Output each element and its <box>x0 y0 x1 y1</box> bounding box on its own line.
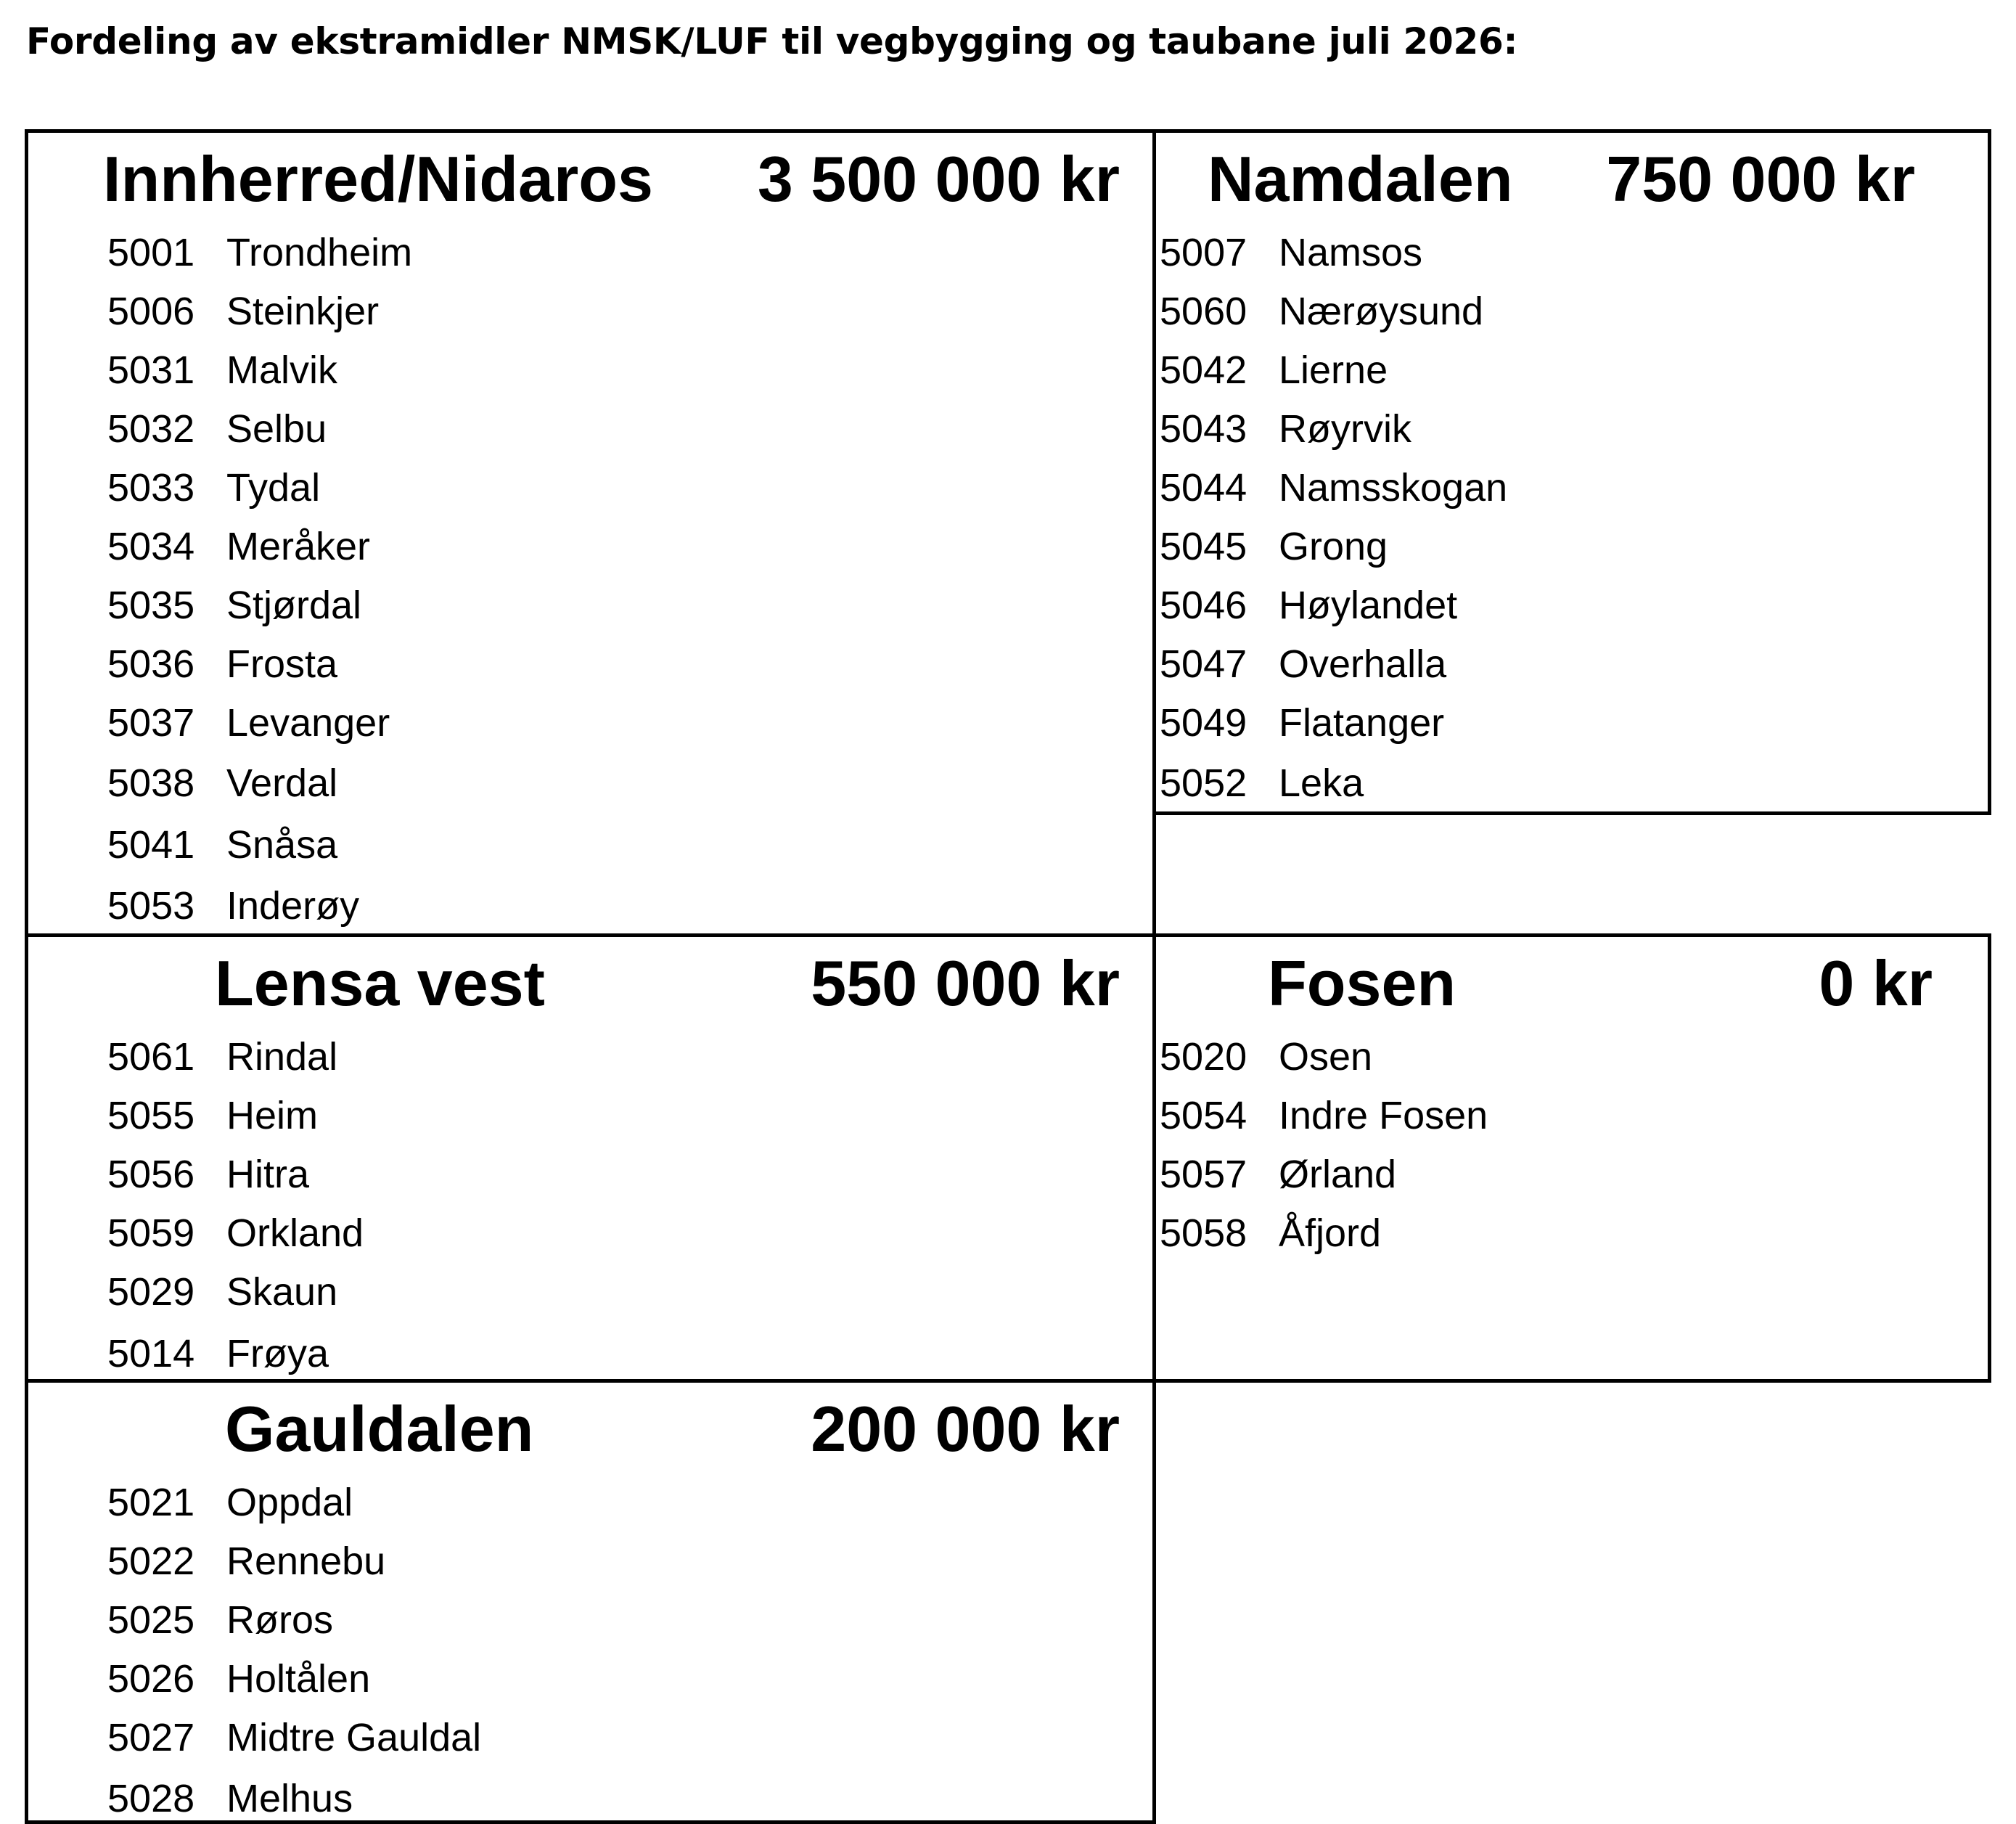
municipality-code: 5026 <box>107 1657 195 1701</box>
page-title: Fordeling av ekstramidler NMSK/LUF til vegbygging og taubane juli 2026: <box>26 20 1518 62</box>
region-box-gauldalen <box>25 1379 1156 1824</box>
municipality-code: 5045 <box>1160 525 1247 568</box>
municipality-code: 5021 <box>107 1481 195 1524</box>
municipality-name: Leka <box>1279 761 1364 805</box>
region-name: Innherred/Nidaros <box>103 143 653 215</box>
municipality-code: 5043 <box>1160 407 1247 451</box>
municipality-code: 5041 <box>107 823 195 867</box>
region-name: Fosen <box>1268 947 1456 1019</box>
municipality-name: Levanger <box>226 701 390 745</box>
municipality-name: Osen <box>1279 1035 1373 1079</box>
municipality-code: 5031 <box>107 348 195 392</box>
municipality-code: 5027 <box>107 1716 195 1759</box>
municipality-name: Selbu <box>226 407 327 451</box>
municipality-code: 5042 <box>1160 348 1247 392</box>
municipality-name: Rennebu <box>226 1539 386 1583</box>
municipality-name: Malvik <box>226 348 338 392</box>
municipality-name: Heim <box>226 1094 319 1137</box>
municipality-code: 5060 <box>1160 290 1247 333</box>
region-box-lensa-vest <box>25 933 1156 1383</box>
region-amount: 200 000 kr <box>811 1393 1120 1465</box>
municipality-code: 5046 <box>1160 584 1247 627</box>
municipality-name: Holtålen <box>226 1657 371 1701</box>
municipality-name: Orkland <box>226 1211 364 1255</box>
municipality-code: 5053 <box>107 884 195 928</box>
municipality-code: 5047 <box>1160 642 1247 686</box>
municipality-name: Hitra <box>226 1153 310 1196</box>
region-name: Namdalen <box>1208 143 1513 215</box>
municipality-name: Snåsa <box>226 823 338 867</box>
municipality-code: 5049 <box>1160 701 1247 745</box>
municipality-name: Lierne <box>1279 348 1388 392</box>
municipality-name: Meråker <box>226 525 371 568</box>
region-name: Lensa vest <box>215 947 545 1019</box>
municipality-code: 5036 <box>107 642 195 686</box>
municipality-name: Røyrvik <box>1279 407 1411 451</box>
municipality-name: Namsskogan <box>1279 466 1508 510</box>
municipality-code: 5044 <box>1160 466 1247 510</box>
municipality-name: Steinkjer <box>226 290 380 333</box>
municipality-name: Overhalla <box>1279 642 1447 686</box>
municipality-name: Namsos <box>1279 231 1423 274</box>
municipality-name: Nærøysund <box>1279 290 1484 333</box>
municipality-code: 5034 <box>107 525 195 568</box>
municipality-code: 5022 <box>107 1539 195 1583</box>
municipality-code: 5056 <box>107 1153 195 1196</box>
municipality-name: Trondheim <box>226 231 413 274</box>
municipality-name: Inderøy <box>226 884 360 928</box>
municipality-code: 5035 <box>107 584 195 627</box>
municipality-name: Ørland <box>1279 1153 1397 1196</box>
municipality-code: 5055 <box>107 1094 195 1137</box>
municipality-code: 5038 <box>107 761 195 805</box>
region-name: Gauldalen <box>225 1393 534 1465</box>
region-amount: 0 kr <box>1819 947 1933 1019</box>
municipality-name: Tydal <box>226 466 321 510</box>
municipality-code: 5058 <box>1160 1211 1247 1255</box>
municipality-name: Frøya <box>226 1332 329 1375</box>
municipality-code: 5020 <box>1160 1035 1247 1079</box>
municipality-code: 5014 <box>107 1332 195 1375</box>
municipality-code: 5006 <box>107 290 195 333</box>
municipality-code: 5054 <box>1160 1094 1247 1137</box>
municipality-name: Verdal <box>226 761 338 805</box>
municipality-code: 5007 <box>1160 231 1247 274</box>
municipality-code: 5061 <box>107 1035 195 1079</box>
municipality-name: Oppdal <box>226 1481 353 1524</box>
municipality-name: Indre Fosen <box>1279 1094 1488 1137</box>
municipality-name: Rindal <box>226 1035 338 1079</box>
municipality-name: Frosta <box>226 642 338 686</box>
municipality-name: Stjørdal <box>226 584 362 627</box>
municipality-name: Høylandet <box>1279 584 1458 627</box>
region-box-namdalen <box>1152 129 1991 815</box>
municipality-code: 5028 <box>107 1777 195 1820</box>
municipality-name: Åfjord <box>1279 1211 1382 1255</box>
region-box-fosen <box>1152 933 1991 1383</box>
municipality-code: 5059 <box>107 1211 195 1255</box>
municipality-code: 5029 <box>107 1270 195 1314</box>
municipality-code: 5037 <box>107 701 195 745</box>
municipality-name: Melhus <box>226 1777 353 1820</box>
municipality-code: 5057 <box>1160 1153 1247 1196</box>
municipality-name: Grong <box>1279 525 1388 568</box>
region-amount: 550 000 kr <box>811 947 1120 1019</box>
municipality-name: Midtre Gauldal <box>226 1716 482 1759</box>
municipality-code: 5033 <box>107 466 195 510</box>
municipality-code: 5001 <box>107 231 195 274</box>
municipality-name: Skaun <box>226 1270 338 1314</box>
municipality-code: 5052 <box>1160 761 1247 805</box>
municipality-code: 5025 <box>107 1598 195 1642</box>
municipality-code: 5032 <box>107 407 195 451</box>
region-box-innherred <box>25 129 1156 937</box>
region-amount: 750 000 kr <box>1606 143 1915 215</box>
municipality-name: Flatanger <box>1279 701 1445 745</box>
municipality-name: Røros <box>226 1598 333 1642</box>
region-amount: 3 500 000 kr <box>757 143 1120 215</box>
